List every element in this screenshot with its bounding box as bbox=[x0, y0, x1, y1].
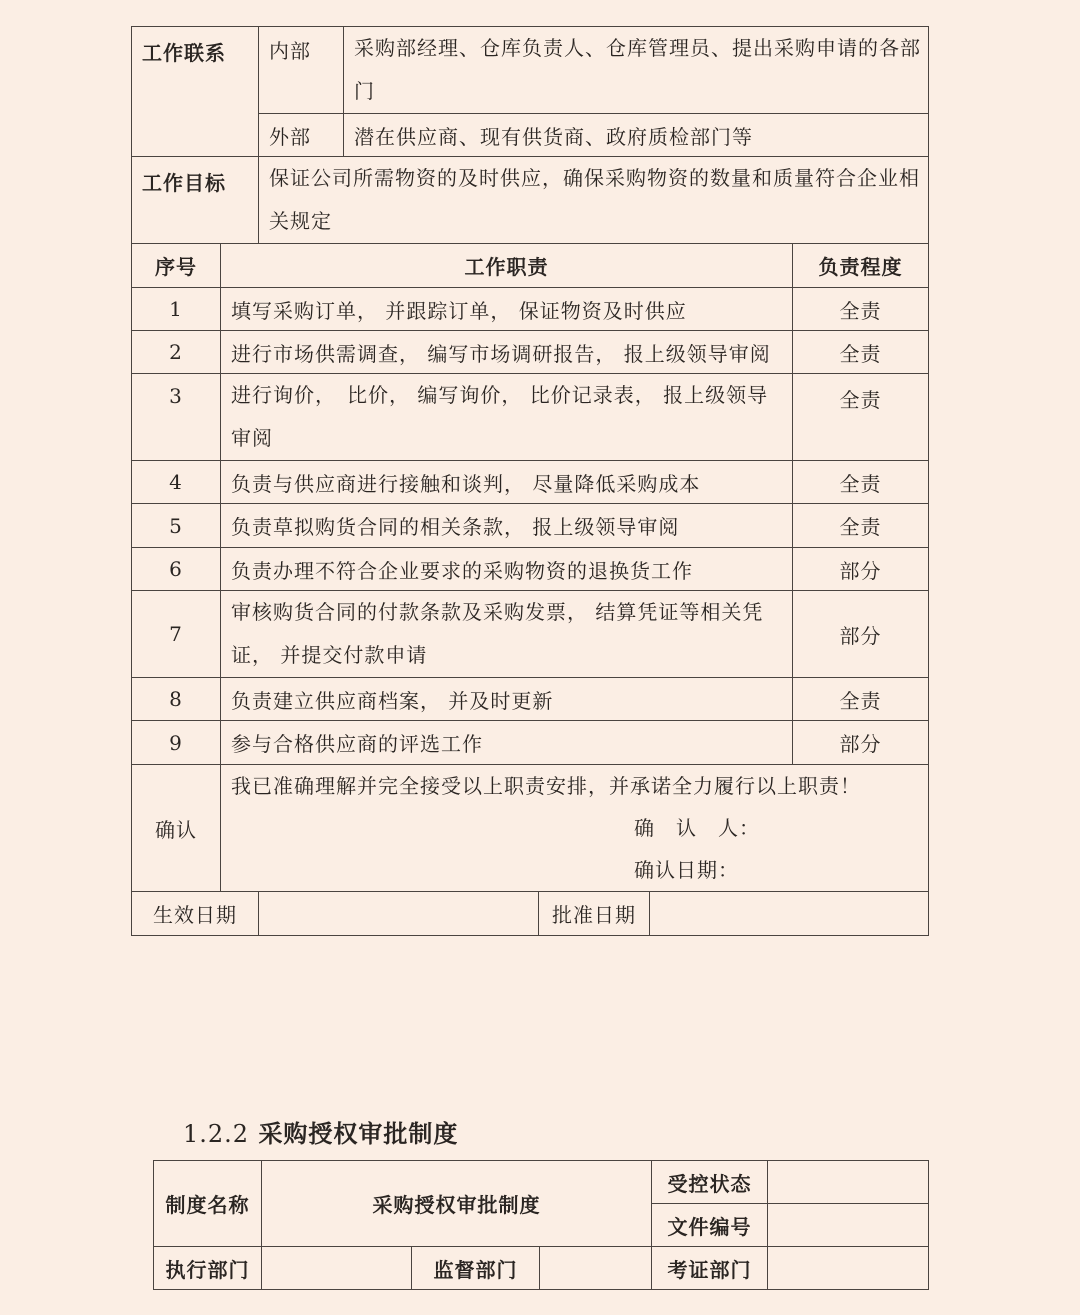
header-level: 负责程度 bbox=[793, 244, 929, 288]
row-seq: 1 bbox=[132, 288, 221, 331]
exec-dept-label: 执行部门 bbox=[154, 1247, 262, 1290]
approval-date-label: 批准日期 bbox=[539, 892, 650, 936]
row-duty: 进行市场供需调查， 编写市场调研报告， 报上级领导审阅 bbox=[221, 331, 793, 374]
external-text: 潜在供应商、现有供货商、政府质检部门等 bbox=[344, 114, 929, 157]
row-seq: 7 bbox=[132, 591, 221, 678]
confirm-date: 确认日期： bbox=[634, 858, 739, 882]
external-label: 外部 bbox=[259, 114, 344, 157]
doc-number-label: 文件编号 bbox=[652, 1204, 768, 1247]
confirm-cell bbox=[221, 765, 929, 892]
table-row bbox=[132, 548, 929, 591]
row-seq: 3 bbox=[132, 374, 221, 461]
row-level: 部分 bbox=[793, 721, 929, 765]
approval-date-value bbox=[650, 892, 929, 936]
exec-dept-value bbox=[262, 1247, 412, 1290]
row-level: 全责 bbox=[793, 678, 929, 721]
row-level: 部分 bbox=[793, 548, 929, 591]
internal-label: 内部 bbox=[259, 27, 344, 114]
table-row bbox=[132, 591, 929, 678]
policy-table bbox=[153, 1160, 929, 1290]
goal-label: 工作目标 bbox=[132, 157, 259, 244]
table-row bbox=[132, 288, 929, 331]
goal-text: 保证公司所需物资的及时供应，确保采购物资的数量和质量符合企业相关规定 bbox=[259, 157, 929, 244]
doc-number-value bbox=[768, 1204, 929, 1247]
table-row bbox=[132, 331, 929, 374]
control-status-value bbox=[768, 1161, 929, 1204]
row-duty: 负责与供应商进行接触和谈判， 尽量降低采购成本 bbox=[221, 461, 793, 504]
policy-name-value: 采购授权审批制度 bbox=[262, 1161, 652, 1247]
row-level: 全责 bbox=[793, 461, 929, 504]
table-row bbox=[132, 504, 929, 548]
row-level: 部分 bbox=[793, 591, 929, 678]
section-title: 采购授权审批制度 bbox=[258, 1120, 459, 1148]
table-row bbox=[132, 461, 929, 504]
section-number: 1.2.2 bbox=[183, 1120, 250, 1148]
table-row bbox=[132, 721, 929, 765]
row-seq: 5 bbox=[132, 504, 221, 548]
section-heading bbox=[183, 1114, 458, 1149]
confirm-statement: 我已准确理解并完全接受以上职责安排，并承诺全力履行以上职责！ bbox=[231, 774, 861, 798]
row-level: 全责 bbox=[793, 504, 929, 548]
confirm-label: 确认 bbox=[132, 765, 221, 892]
row-duty: 负责办理不符合企业要求的采购物资的退换货工作 bbox=[221, 548, 793, 591]
table-row bbox=[132, 374, 929, 461]
row-seq: 2 bbox=[132, 331, 221, 374]
control-status-label: 受控状态 bbox=[652, 1161, 768, 1204]
verify-dept-value bbox=[768, 1247, 929, 1290]
supervise-dept-value bbox=[540, 1247, 652, 1290]
job-description-table bbox=[131, 26, 929, 936]
effective-date-label: 生效日期 bbox=[132, 892, 259, 936]
row-duty: 填写采购订单， 并跟踪订单， 保证物资及时供应 bbox=[221, 288, 793, 331]
row-level: 全责 bbox=[793, 288, 929, 331]
row-duty: 参与合格供应商的评选工作 bbox=[221, 721, 793, 765]
policy-name-label: 制度名称 bbox=[154, 1161, 262, 1247]
row-seq: 8 bbox=[132, 678, 221, 721]
row-duty: 进行询价， 比价， 编写询价， 比价记录表， 报上级领导审阅 bbox=[221, 374, 793, 461]
row-seq: 4 bbox=[132, 461, 221, 504]
header-seq: 序号 bbox=[132, 244, 221, 288]
row-duty: 负责建立供应商档案， 并及时更新 bbox=[221, 678, 793, 721]
internal-text: 采购部经理、仓库负责人、仓库管理员、提出采购申请的各部门 bbox=[344, 27, 929, 114]
confirm-person: 确 认 人： bbox=[634, 816, 760, 840]
row-duty: 审核购货合同的付款条款及采购发票， 结算凭证等相关凭证， 并提交付款申请 bbox=[221, 591, 793, 678]
row-level: 全责 bbox=[793, 374, 929, 461]
supervise-dept-label: 监督部门 bbox=[412, 1247, 540, 1290]
header-duty: 工作职责 bbox=[221, 244, 793, 288]
table-row bbox=[132, 678, 929, 721]
row-level: 全责 bbox=[793, 331, 929, 374]
verify-dept-label: 考证部门 bbox=[652, 1247, 768, 1290]
effective-date-value bbox=[259, 892, 539, 936]
row-duty: 负责草拟购货合同的相关条款， 报上级领导审阅 bbox=[221, 504, 793, 548]
row-seq: 6 bbox=[132, 548, 221, 591]
contacts-label: 工作联系 bbox=[132, 27, 259, 157]
row-seq: 9 bbox=[132, 721, 221, 765]
